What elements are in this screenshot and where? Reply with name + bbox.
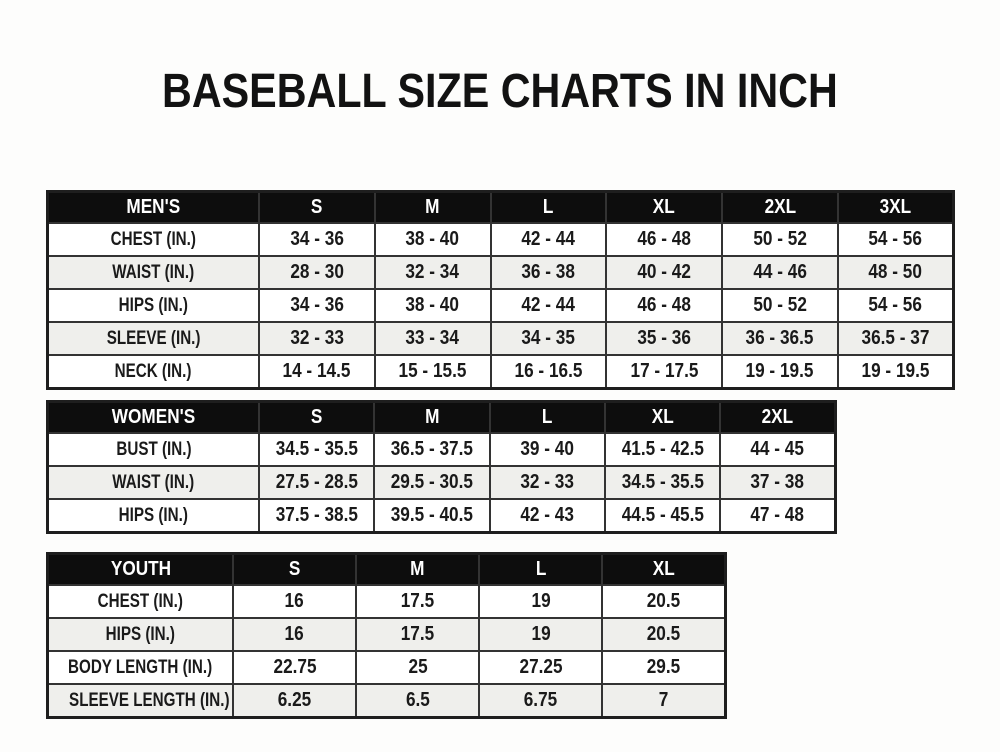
mens-size-value-cell: [375, 355, 491, 389]
cell-text: 29.5 - 30.5: [390, 471, 474, 493]
cell-text: BODY LENGTH (IN.): [68, 657, 213, 678]
youth-size-table: [46, 552, 727, 719]
cell-text: 46 - 48: [637, 294, 691, 316]
mens-measure-label-cell: [48, 256, 260, 289]
cell-text: CHEST (IN.): [97, 591, 184, 612]
mens-size-value-cell: [838, 322, 954, 355]
cell-text: 37 - 38: [750, 471, 805, 493]
cell-text: 19 - 19.5: [861, 360, 930, 382]
mens-table-row: [48, 223, 954, 256]
cell-text: 6.5: [405, 689, 430, 711]
cell-text: 22.75: [273, 656, 317, 678]
cell-text: 27.25: [519, 656, 563, 678]
cell-text: 25: [408, 656, 428, 678]
cell-text: 14 - 14.5: [282, 360, 351, 382]
mens-measure-label-cell: [48, 289, 260, 322]
cell-text: 44 - 45: [750, 438, 805, 460]
cell-text: 34 - 35: [521, 327, 576, 349]
cell-text: 50 - 52: [753, 294, 807, 316]
header-cell-text: S: [310, 406, 323, 428]
cell-text: 34.5 - 35.5: [621, 471, 704, 493]
cell-text: WAIST (IN.): [112, 472, 195, 493]
cell-text: NECK (IN.): [115, 361, 192, 382]
cell-text: 42 - 43: [520, 504, 575, 526]
cell-text: 40 - 42: [637, 261, 691, 283]
youth-table-row: [48, 585, 726, 618]
cell-text: 32 - 33: [520, 471, 575, 493]
cell-text: 42 - 44: [521, 228, 576, 250]
womens-size-chart-section: [46, 400, 837, 534]
womens-size-value-cell: [605, 499, 720, 533]
mens-table-row: [48, 289, 954, 322]
youth-size-value-cell: [233, 684, 356, 718]
youth-size-header-cell: [479, 554, 602, 586]
header-cell-text: YOUTH: [110, 558, 171, 580]
youth-size-value-cell: [356, 651, 479, 684]
cell-text: 32 - 33: [290, 327, 344, 349]
youth-size-value-cell: [602, 651, 725, 684]
youth-table-row: [48, 684, 726, 718]
cell-text: 48 - 50: [868, 261, 923, 283]
youth-size-header-cell: [233, 554, 356, 586]
mens-size-value-cell: [375, 289, 491, 322]
womens-size-value-cell: [259, 433, 374, 466]
womens-measure-label-cell: [48, 466, 260, 499]
cell-text: 16: [284, 590, 305, 612]
cell-text: BUST (IN.): [115, 439, 192, 460]
cell-text: SLEEVE LENGTH (IN.): [69, 690, 230, 711]
mens-size-value-cell: [606, 256, 722, 289]
mens-size-value-cell: [375, 223, 491, 256]
cell-text: 39 - 40: [520, 438, 575, 460]
cell-text: 54 - 56: [868, 294, 923, 316]
cell-text: 16: [284, 623, 305, 645]
womens-measure-label-cell: [48, 499, 260, 533]
mens-table-row: [48, 355, 954, 389]
womens-table-row: [48, 466, 836, 499]
youth-size-value-cell: [479, 585, 602, 618]
womens-measure-label-cell: [48, 433, 260, 466]
cell-text: 17.5: [400, 623, 435, 645]
cell-text: WAIST (IN.): [112, 262, 195, 283]
mens-size-value-cell: [491, 322, 607, 355]
mens-size-header-cell: [606, 192, 722, 224]
header-cell-text: M: [424, 406, 440, 428]
mens-size-value-cell: [722, 256, 838, 289]
mens-header-row: [48, 192, 954, 224]
womens-size-value-cell: [259, 466, 374, 499]
mens-size-header-cell: [375, 192, 491, 224]
womens-size-value-cell: [490, 433, 605, 466]
cell-text: 37.5 - 38.5: [275, 504, 358, 526]
mens-size-value-cell: [606, 289, 722, 322]
youth-size-value-cell: [233, 651, 356, 684]
mens-size-header-cell: [722, 192, 838, 224]
header-cell-text: M: [410, 558, 425, 580]
cell-text: 39.5 - 40.5: [390, 504, 474, 526]
youth-measure-label-cell: [48, 618, 234, 651]
mens-size-value-cell: [259, 256, 375, 289]
mens-size-value-cell: [375, 322, 491, 355]
womens-size-value-cell: [374, 499, 489, 533]
womens-size-header-cell: [259, 402, 374, 434]
cell-text: 20.5: [646, 623, 681, 645]
youth-size-chart-section: [46, 552, 727, 719]
cell-text: 36 - 36.5: [745, 327, 814, 349]
cell-text: SLEEVE (IN.): [106, 328, 201, 349]
mens-size-value-cell: [606, 322, 722, 355]
cell-text: 32 - 34: [405, 261, 460, 283]
header-cell-text: 3XL: [879, 196, 912, 218]
cell-text: 44.5 - 45.5: [621, 504, 704, 526]
youth-size-value-cell: [233, 585, 356, 618]
header-cell-text: L: [541, 406, 553, 428]
cell-text: 15 - 15.5: [398, 360, 467, 382]
mens-size-value-cell: [491, 223, 607, 256]
womens-size-value-cell: [374, 466, 489, 499]
mens-size-value-cell: [838, 223, 954, 256]
mens-size-value-cell: [259, 223, 375, 256]
womens-size-table: [46, 400, 837, 534]
womens-size-value-cell: [720, 433, 835, 466]
mens-size-value-cell: [838, 355, 954, 389]
youth-size-value-cell: [479, 618, 602, 651]
cell-text: 19 - 19.5: [745, 360, 814, 382]
mens-size-value-cell: [259, 322, 375, 355]
youth-size-value-cell: [602, 684, 725, 718]
cell-text: 47 - 48: [750, 504, 805, 526]
youth-size-header-cell: [602, 554, 725, 586]
cell-text: HIPS (IN.): [105, 624, 176, 645]
cell-text: 34.5 - 35.5: [275, 438, 358, 460]
mens-size-value-cell: [722, 223, 838, 256]
page-title: [0, 64, 1000, 119]
cell-text: 38 - 40: [405, 294, 460, 316]
cell-text: 19: [531, 590, 551, 612]
mens-size-value-cell: [491, 256, 607, 289]
womens-group-header-cell: [48, 402, 260, 434]
mens-size-value-cell: [259, 289, 375, 322]
cell-text: 29.5: [646, 656, 681, 678]
header-cell-text: XL: [653, 196, 676, 218]
header-cell-text: MEN'S: [126, 196, 181, 218]
cell-text: 50 - 52: [753, 228, 807, 250]
mens-measure-label-cell: [48, 223, 260, 256]
mens-measure-label-cell: [48, 322, 260, 355]
page-title-text: BASEBALL SIZE CHARTS IN INCH: [162, 65, 838, 118]
mens-size-value-cell: [606, 223, 722, 256]
youth-size-value-cell: [356, 585, 479, 618]
womens-table-row: [48, 433, 836, 466]
mens-size-chart-section: [46, 190, 955, 390]
womens-size-header-cell: [720, 402, 835, 434]
mens-size-value-cell: [606, 355, 722, 389]
womens-size-value-cell: [720, 499, 835, 533]
cell-text: 34 - 36: [290, 228, 344, 250]
youth-size-header-cell: [356, 554, 479, 586]
cell-text: CHEST (IN.): [110, 229, 197, 250]
youth-group-header-cell: [48, 554, 234, 586]
mens-size-value-cell: [259, 355, 375, 389]
mens-size-value-cell: [722, 289, 838, 322]
mens-size-header-cell: [838, 192, 954, 224]
youth-header-row: [48, 554, 726, 586]
mens-size-value-cell: [491, 355, 607, 389]
mens-measure-label-cell: [48, 355, 260, 389]
cell-text: 20.5: [646, 590, 681, 612]
womens-size-value-cell: [259, 499, 374, 533]
cell-text: 6.75: [524, 689, 558, 711]
womens-size-header-cell: [490, 402, 605, 434]
womens-size-header-cell: [374, 402, 489, 434]
womens-size-header-cell: [605, 402, 720, 434]
cell-text: 17 - 17.5: [630, 360, 699, 382]
header-cell-text: 2XL: [764, 196, 796, 218]
cell-text: 7: [658, 689, 669, 711]
cell-text: 34 - 36: [290, 294, 344, 316]
youth-measure-label-cell: [48, 684, 234, 718]
mens-size-header-cell: [491, 192, 607, 224]
cell-text: 33 - 34: [405, 327, 460, 349]
header-cell-text: S: [288, 558, 301, 580]
cell-text: 54 - 56: [868, 228, 923, 250]
mens-size-table: [46, 190, 955, 390]
mens-size-value-cell: [722, 322, 838, 355]
mens-table-row: [48, 322, 954, 355]
cell-text: 19: [531, 623, 551, 645]
cell-text: 41.5 - 42.5: [621, 438, 704, 460]
youth-size-value-cell: [602, 585, 725, 618]
cell-text: 17.5: [400, 590, 435, 612]
header-cell-text: S: [311, 196, 323, 218]
header-cell-text: XL: [652, 558, 675, 580]
header-cell-text: L: [535, 558, 547, 580]
mens-size-value-cell: [838, 256, 954, 289]
womens-size-value-cell: [605, 466, 720, 499]
youth-table-row: [48, 618, 726, 651]
youth-measure-label-cell: [48, 585, 234, 618]
cell-text: 42 - 44: [521, 294, 576, 316]
cell-text: 27.5 - 28.5: [275, 471, 358, 493]
womens-size-value-cell: [490, 499, 605, 533]
youth-size-value-cell: [479, 651, 602, 684]
mens-table-row: [48, 256, 954, 289]
womens-size-value-cell: [720, 466, 835, 499]
header-cell-text: 2XL: [761, 406, 794, 428]
womens-size-value-cell: [374, 433, 489, 466]
youth-table-row: [48, 651, 726, 684]
womens-size-value-cell: [490, 466, 605, 499]
cell-text: 44 - 46: [753, 261, 807, 283]
youth-size-value-cell: [602, 618, 725, 651]
mens-size-value-cell: [491, 289, 607, 322]
youth-size-value-cell: [479, 684, 602, 718]
header-cell-text: M: [425, 196, 440, 218]
cell-text: HIPS (IN.): [118, 295, 189, 316]
womens-header-row: [48, 402, 836, 434]
youth-size-value-cell: [356, 618, 479, 651]
mens-group-header-cell: [48, 192, 260, 224]
header-cell-text: L: [543, 196, 554, 218]
cell-text: 28 - 30: [290, 261, 344, 283]
cell-text: 36 - 38: [521, 261, 576, 283]
mens-size-header-cell: [259, 192, 375, 224]
cell-text: 46 - 48: [637, 228, 691, 250]
mens-size-value-cell: [838, 289, 954, 322]
cell-text: 35 - 36: [637, 327, 691, 349]
womens-table-row: [48, 499, 836, 533]
header-cell-text: XL: [651, 406, 674, 428]
cell-text: 36.5 - 37.5: [390, 438, 474, 460]
cell-text: 6.25: [277, 689, 312, 711]
cell-text: 38 - 40: [405, 228, 460, 250]
youth-measure-label-cell: [48, 651, 234, 684]
cell-text: HIPS (IN.): [118, 505, 189, 526]
womens-size-value-cell: [605, 433, 720, 466]
header-cell-text: WOMEN'S: [111, 406, 196, 428]
mens-size-value-cell: [375, 256, 491, 289]
youth-size-value-cell: [356, 684, 479, 718]
youth-size-value-cell: [233, 618, 356, 651]
mens-size-value-cell: [722, 355, 838, 389]
cell-text: 16 - 16.5: [514, 360, 583, 382]
cell-text: 36.5 - 37: [861, 327, 930, 349]
